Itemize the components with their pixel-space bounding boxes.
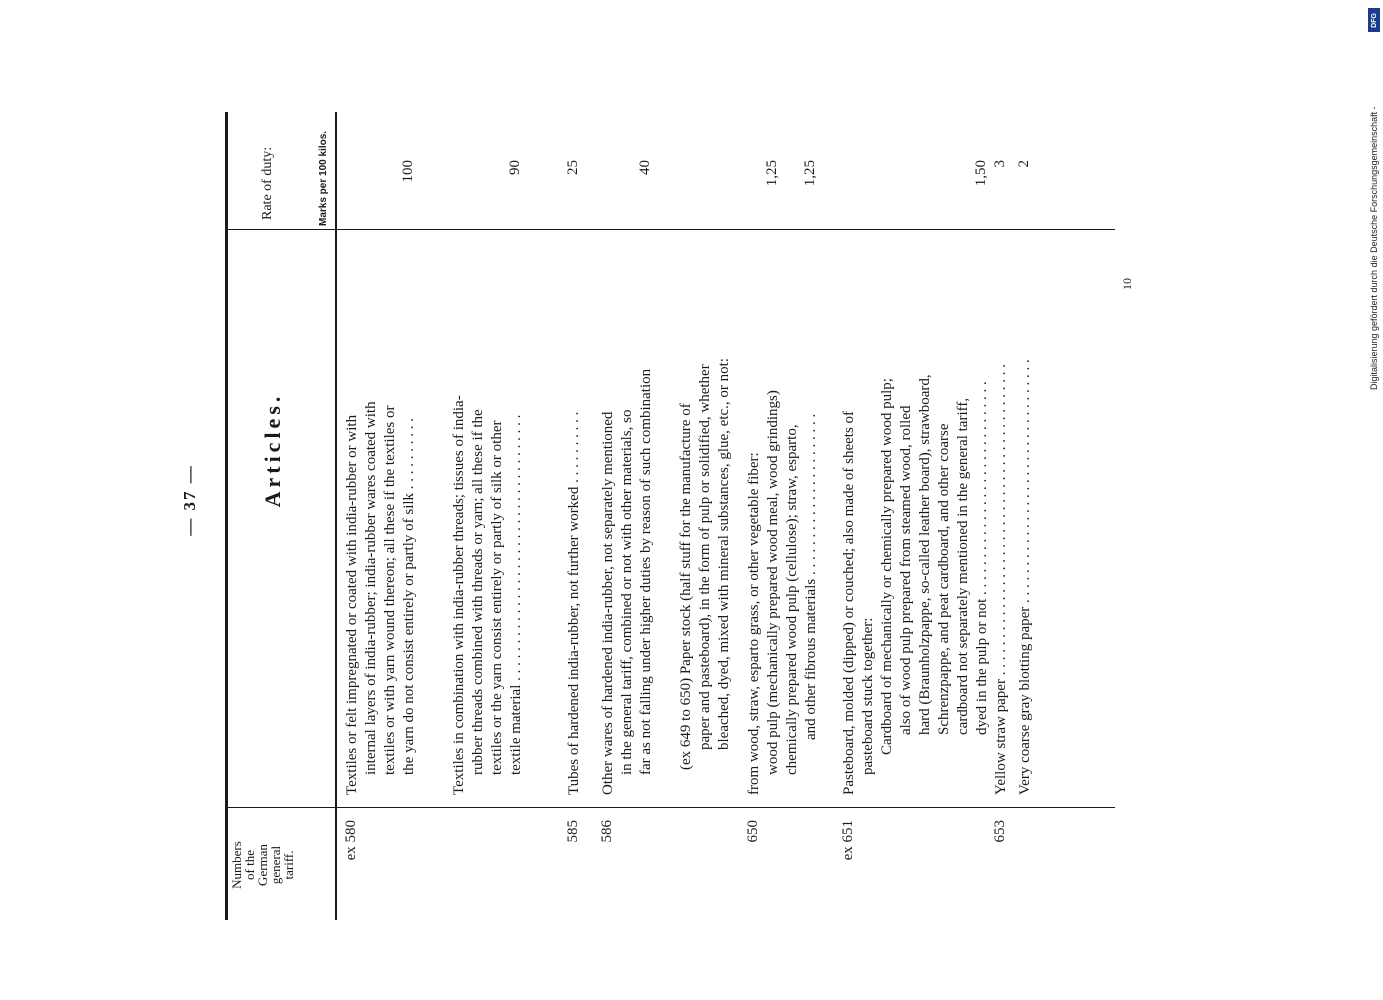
article-text-line: Tubes of hardened india-rubber, not further worked . . . . . . . . . . [566,411,582,795]
article-text-line: from wood, straw, esparto grass, or other vegetable fiber: [746,452,762,795]
rate-column-divider [225,229,1115,230]
duty-rate: 100 [400,160,416,183]
duty-rate: 3 [992,160,1008,168]
articles-heading: Articles. [260,392,285,508]
tariff-number: 586 [599,820,615,843]
tariff-number: 585 [565,820,581,843]
rotated-page [180,80,1180,920]
article-text-line: and other fibrous materials . . . . . . . . . . . . . . . . . . . . . . [803,413,819,740]
article-text-line: Very coarse gray blotting paper . . . . . . . . . . . . . . . . . . . . . . . . . . . . . . . . . [1017,359,1033,795]
duty-rate: 1,50 [973,160,989,187]
numbers-header-line: general [268,845,283,885]
numbers-header-line: tariff. [281,850,296,880]
article-text-line: bleached, dyed, mixed with mineral substances, glue, etc., or not: [716,358,732,750]
article-text-line: Cardboard of mechanically or chemically prepared wood pulp; [879,378,895,755]
article-text-line: Other wares of hardened india-rubber, not separately mentioned [600,411,616,795]
duty-rate: 90 [507,160,523,175]
article-text-line: cardboard not separately mentioned in the general tariff, [955,397,971,735]
tariff-number: 653 [992,820,1008,843]
article-text-line: the yarn do not consist entirely or partly of silk . . . . . . . . . . [401,417,417,775]
dfg-credit: Digitalisierung gefördert durch die Deutsche Forschungsgemeinschaft - [1369,106,1379,390]
article-text-line: textile material . . . . . . . . . . . . . . . . . . . . . . . . . . . . . . . . . . . . [508,414,524,775]
tariff-number: ex 651 [840,820,856,861]
rate-header: Rate of duty: [260,146,275,220]
numbers-header [230,810,295,920]
article-text-line: paper and pasteboard), in the form of pulp or solidified, whether [697,364,713,750]
num-column-divider [225,807,1115,808]
article-text-line: internal layers of india-rubber; india-rubber wares coated with [363,401,379,775]
article-text-line: in the general tariff, combined or not with other materials, so [619,409,635,775]
dfg-logo: DFG [1368,8,1380,32]
numbers-header-line: German [255,844,270,886]
table-header-rule [335,112,337,920]
article-text-line: hard (Braunholzpappe, so-called leather board), strawboard, [917,374,933,735]
article-text-line: far as not falling under higher duties by reason of such combination [638,368,654,775]
article-text-line: wood pulp (mechanically prepared wood meal, wood grindings) [765,390,781,775]
article-text-line: (ex 649 to 650) Paper stock (half stuff for the manufacture of [678,403,694,770]
duty-rate: 40 [637,160,653,175]
article-text-line: Yellow straw paper . . . . . . . . . . . . . . . . . . . . . . . . . . . . . . . . . . . . . . . . . . [993,364,1009,795]
numbers-header-line: Numbers [229,841,244,889]
table-top-rule [225,112,228,920]
duty-rate: 1,25 [764,160,780,187]
duty-rate: 25 [565,160,581,175]
article-text-line: pasteboard stuck together: [860,617,876,775]
article-text-line: Textiles in combination with india-rubber threads; tissues of india- [451,395,467,795]
article-text-line: rubber threads combined with threads or yarn; all these if the [470,409,486,775]
article-text-line: dyed in the pulp or not . . . . . . . . . . . . . . . . . . . . . . . . . . . . . [974,381,990,735]
article-text-line: Schrenzpappe, and peat cardboard, and other coarse [936,423,952,735]
article-text-line: Textiles or felt impregnated or coated with india-rubber or with [344,414,360,795]
article-text-line: also of wood pulp prepared from steamed wood, rolled [898,405,914,735]
rate-unit: Marks per 100 kilos. [318,130,329,226]
numbers-header-line: of the [242,850,257,880]
tariff-number: 650 [745,820,761,843]
duty-rate: 2 [1016,160,1032,168]
article-text-line: textiles or with yarn wound thereon; all these if the textiles or [382,405,398,775]
article-text-line: Pasteboard, molded (dipped) or couched; also made of sheets of [841,410,857,795]
page-number: — 37 — [180,464,199,536]
duty-rate: 1,25 [802,160,818,187]
article-text-line: chemically prepared wood pulp (cellulose); straw, esparto, [784,424,800,775]
article-text-line: textiles or the yarn consist entirely or partly of silk or other [489,420,505,775]
tariff-number: ex 580 [343,820,359,861]
footer-mark: 10 [1120,278,1134,290]
